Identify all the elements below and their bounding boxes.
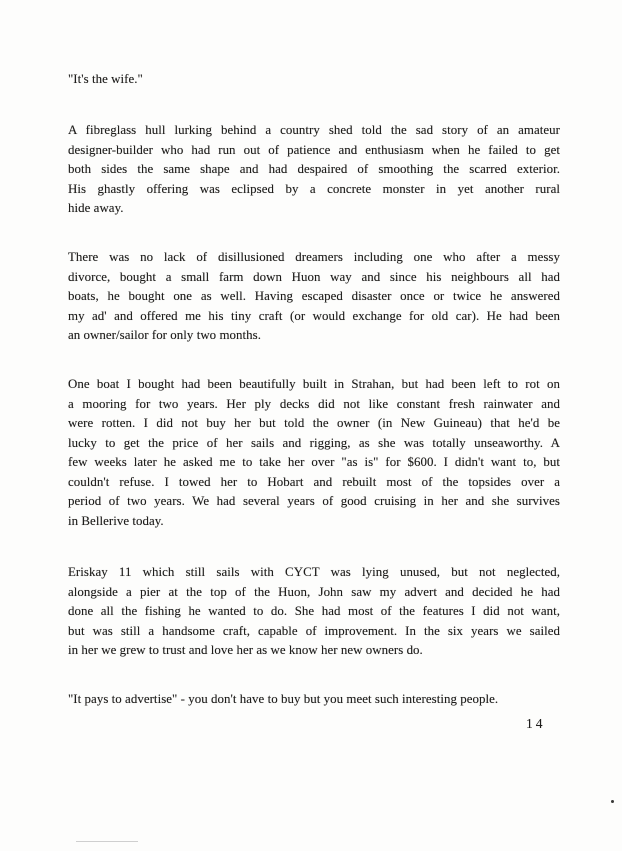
text-line: done all the fishing he wanted to do. She had most of the features I did not want, (68, 604, 560, 618)
paragraph-4 (68, 563, 560, 661)
text-line: divorce, bought a small farm down Huon way and since his neighbours all had (68, 269, 560, 284)
text-line: few weeks later he asked me to take her over "as is" for $600. I didn't want to, but (68, 455, 560, 469)
text-line: period of two years. We had several years of good cruising in her and she survives (68, 494, 560, 508)
text-line: A fibreglass hull lurking behind a country shed told the sad story of an amateur (68, 123, 560, 137)
paragraph-2 (68, 248, 560, 346)
text-line: but was still a handsome craft, capable of improvement. In the six years we sailed (68, 623, 560, 638)
text-line: couldn't refuse. I towed her to Hobart and rebuilt most of the topsides over a (68, 474, 560, 489)
scan-artifact-smudge (76, 841, 138, 842)
text-line: a mooring for two years. Her ply decks did not like constant fresh rainwater and (68, 396, 560, 411)
page-number: 14 (526, 716, 546, 731)
text-line: hide away. (68, 201, 124, 215)
text-line: There was no lack of disillusioned dreamers including one who after a messy (68, 250, 560, 264)
text-line: designer-builder who had run out of patience and enthusiasm when he failed to get (68, 142, 560, 157)
closing-line: "It pays to advertise" - you don't have to buy but you meet such interesting people. (68, 692, 499, 706)
text-line: in her we grew to trust and love her as we know her new owners do. (68, 643, 423, 657)
text-line: both sides the same shape and had despaired of smoothing the scarred exterior. (68, 162, 560, 176)
paragraph-3 (68, 375, 560, 531)
text-line: were rotten. I did not buy her but told the owner (in New Guineau) that he'd be (68, 416, 560, 430)
text-line: alongside a pier at the top of the Huon, John saw my advert and decided he had (68, 584, 560, 599)
text-line: my ad' and offered me his tiny craft (or would exchange for old car). He had been (68, 308, 560, 323)
text-line: boats, he bought one as well. Having escaped disaster once or twice he answered (68, 289, 560, 303)
paragraph-1 (68, 121, 560, 219)
text-line: lucky to get the price of her sails and rigging, as she was totally unseaworthy. A (68, 435, 560, 450)
text-line: Eriskay 11 which still sails with CYCT was lying unused, but not neglected, (68, 565, 560, 579)
text-line: One boat I bought had been beautifully built in Strahan, but had been left to rot on (68, 377, 560, 391)
text-line: His ghastly offering was eclipsed by a concrete monster in yet another rural (68, 181, 560, 196)
scan-artifact-dot (611, 800, 614, 803)
text-line: an owner/sailor for only two months. (68, 328, 261, 342)
text-line: in Bellerive today. (68, 513, 164, 528)
opening-quote: "It's the wife." (68, 72, 143, 86)
